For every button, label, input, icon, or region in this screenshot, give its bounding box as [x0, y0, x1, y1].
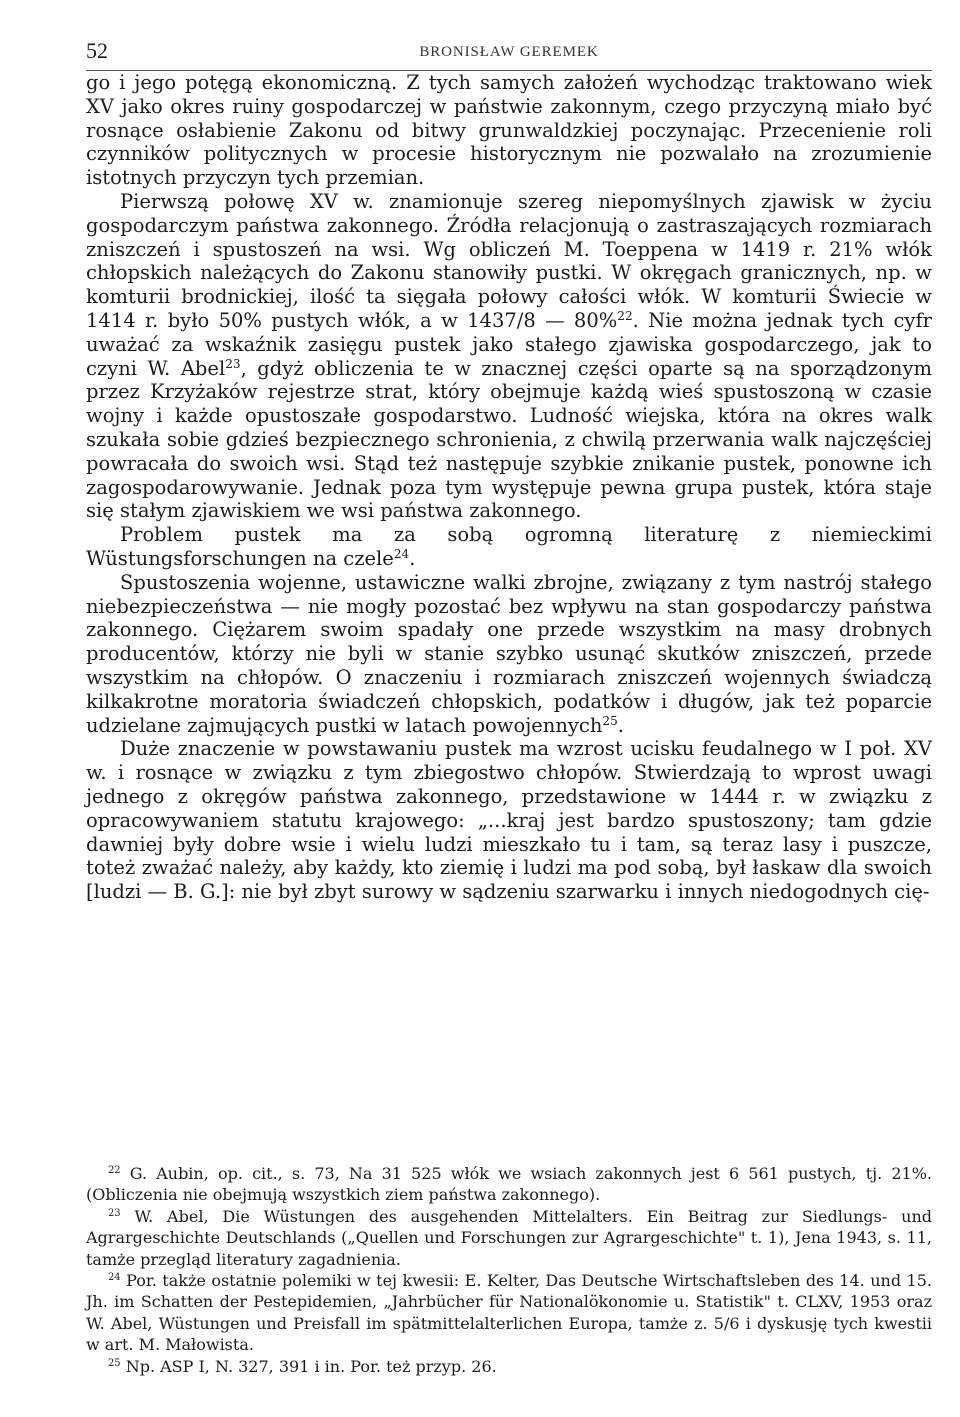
- paragraph: Pierwszą połowę XV w. znamionuje szereg niepomyślnych zjawisk w życiu gospodarczym państwa zakonnego. Źródła relacjonują o zastraszających rozmiarach zniszczeń i spustoszeń na wsi. Wg obliczeń M. Toeppena w 1419 r. 21% włók chłopskich należących do Zakonu stanowiły pustki. W okręgach granicznych, np. w komturii brodnickiej, ilość ta sięgała połowy całości włók. W komturii Świecie w 1414 r. było 50% pustych włók, a w 1437/8 — 80%$^{22}$. Nie można jednak tych cyfr uważać za wskaźnik zasięgu pustek jako stałego zjawiska gospodarczego, jak to czyni W. Abel$^{23}$, gdyż obliczenia te w znacznej części oparte są na sporządzonym przez Krzyżaków rejestrze strat, który obejmuje każdą wieś spustoszoną w czasie wojny i każde opustoszałe gospodarstwo. Ludność wiejska, która na okres walk szukała sobie gdzieś bezpiecznego schronienia, z chwilą przerwania walk najczęściej powracała do swoich wsi. Stąd też następuje szybkie znikanie pustek, ponowne ich zagospodarowywanie. Jednak poza tym występuje pewna grupa pustek, która staje się stałym zjawiskiem we wsi państwa zakonnego.: [86, 189, 933, 523]
- paragraph-text: Pierwszą połowę XV w. znamionuje szereg niepomyślnych zjawisk w życiu gospodarczym państwa zakonnego. Źródła relacjonują o zastraszających rozmiarach zniszczeń i spustoszeń na wsi. Wg obliczeń M. Toeppena w 1419 r. 21% włók chłopskich należących do Zakonu stanowiły pustki. W okręgach granicznych, np. w komturii brodnickiej, ilość ta sięgała połowy całości włók. W komturii Świecie w 1414 r. było 50% pustych włók, a w 1437/8 — 80%: [86, 189, 932, 332]
- paragraph-text: go i jego potęgą ekonomiczną. Z tych samych założeń wychodząc traktowano wiek XV jako okres ruiny gospodarczej w państwie zakonnym, czego przyczyną miało być rosnące osłabienie Zakonu od bitwy grunwaldzkiej poczynając. Przecenienie roli czynników politycznych w procesie historycznym nie pozwalało na zrozumienie istotnych przyczyn tych przemian.: [86, 71, 932, 190]
- paragraph-text: Spustoszenia wojenne, ustawiczne walki zbrojne, związany z tym nastrój stałego niebezpieczeństwa — nie mogły pozostać bez wpływu na stan gospodarczy państwa zakonnego. Ciężarem swoim spadały one przede wszystkim na masy drobnych producentów, którzy nie byli w stanie szybko usunąć skutków zniszczeń, przede wszystkim na chłopów. O znaczeniu i rozmiarach zniszczeń wojennych świadczą kilkakrotne moratoria świadczeń chłopskich, podatków i długów, jak też poparcie udzielane zajmujących pustki w latach powojennych: [86, 570, 932, 737]
- paragraph-text: , gdyż obliczenia te w znacznej części oparte są na sporządzonym przez Krzyżaków rejestrze strat, który obejmuje każdą wieś spustoszoną w czasie wojny i każde opustoszałe gospodarstwo. Ludność wiejska, która na okres walk szukała sobie gdzieś bezpiecznego schronienia, z chwilą przerwania walk najczęściej powracała do swoich wsi. Stąd też następuje szybkie znikanie pustek, ponowne ich zagospodarowywanie. Jednak poza tym występuje pewna grupa pustek, która staje się stałym zjawiskiem we wsi państwa zakonnego.: [86, 356, 933, 523]
- main-text: [86, 71, 932, 904]
- running-head: BRONISŁAW GEREMEK: [419, 44, 599, 60]
- paragraph-text: Nie można jednak tych cyfr uważać za wskaźnik zasięgu pustek jako stałego zjawiska gospodarczego, jak to czyni W. Abel: [86, 308, 932, 380]
- footnote-text: Por. także ostatnie polemiki w tej kwesii: E. Kelter, Das Deutsche Wirtschaftsleben des 14. und 15. Jh. im Schatten der Pestepidemien, „Jahrbücher für Nationalökonomie u. Statistik" t. CLXV, 1953 oraz W. Abel, Wüstungen und Preisfall im spätmittelalterlichen Europa, tamże z. 5/6 i dyskusję tych kwestii w art. M. Małowista.: [86, 1271, 932, 1355]
- footnote-text: G. Aubin, op. cit., s. 73, Na 31 525 włók we wsiach zakonnych jest 6 561 pustych, tj. 21%. (Obliczenia nie obejmują wszystkich ziem państwa zakonnego).: [86, 1164, 932, 1205]
- footnote-ref[interactable]: 23: [225, 356, 241, 371]
- footnote: [86, 1270, 932, 1356]
- footnote-text: W. Abel, Die Wüstungen des ausgehenden Mittelalters. Ein Beitrag zur Siedlungs- und Agrargeschichte Deutschlands („Quellen und Forschungen zur Agrargeschichte" t. 1), Jena 1943, s. 11, tamże przegląd literatury zagadnienia.: [86, 1206, 932, 1269]
- footnote-number: 25: [108, 1357, 121, 1369]
- paragraph: [86, 71, 932, 190]
- footnote-text: Np. ASP I, N. 327, 391 i in. Por. też przyp. 26.: [125, 1356, 497, 1376]
- footnote-ref[interactable]: 25: [602, 713, 618, 728]
- page-number: 52: [86, 38, 108, 63]
- paragraph: Spustoszenia wojenne, ustawiczne walki zbrojne, związany z tym nastrój stałego niebezpieczeństwa — nie mogły pozostać bez wpływu na stan gospodarczy państwa zakonnego. Ciężarem swoim spadały one przede wszystkim na masy drobnych producentów, którzy nie byli w stanie szybko usunąć skutków zniszczeń, przede wszystkim na chłopów. O znaczeniu i rozmiarach zniszczeń wojennych świadczą kilkakrotne moratoria świadczeń chłopskich, podatków i długów, jak też poparcie udzielane zajmujących pustki w latach powojennych$^{25}$.: [86, 570, 932, 737]
- paragraph-text: Problem pustek ma za sobą ogromną literaturę z niemieckimi Wüstungsforschungen na czele: [86, 523, 932, 570]
- footnote-number: 22: [108, 1165, 121, 1177]
- footnotes: [86, 1163, 932, 1377]
- footnote-number: 23: [108, 1207, 121, 1219]
- paragraph-text: Duże znaczenie w powstawaniu pustek ma wzrost ucisku feudalnego w I poł. XV w. i rosnące w związku z tym zbiegostwo chłopów. Stwierdzają to wprost uwagi jednego z okręgów państwa zakonnego, przedstawione w 1444 r. w związku z opracowywaniem statutu krajowego: „...kraj jest bardzo spustoszony; tam gdzie dawniej były dobre wsie i wielu ludzi mieszkało tu i tam, są teraz lasy i puszcze, toteż zważać należy, aby każdy, kto ziemię i ludzi ma pod sobą, był łaskaw dla swoich [ludzi — B. G.]: nie był zbyt surowy w sądzeniu szarwarku i innych niedogodnych cię-: [86, 737, 932, 904]
- footnote: [86, 1206, 932, 1270]
- footnote: [86, 1356, 932, 1377]
- paragraph: Problem pustek ma za sobą ogromną literaturę z niemieckimi Wüstungsforschungen na czele$^{24}$.: [86, 523, 932, 570]
- footnote-number: 24: [108, 1272, 121, 1284]
- footnote-ref[interactable]: 22: [617, 308, 633, 323]
- paragraph: [86, 737, 932, 904]
- footnote-ref[interactable]: 24: [393, 546, 410, 561]
- page-header: [86, 36, 932, 76]
- footnote: [86, 1163, 932, 1206]
